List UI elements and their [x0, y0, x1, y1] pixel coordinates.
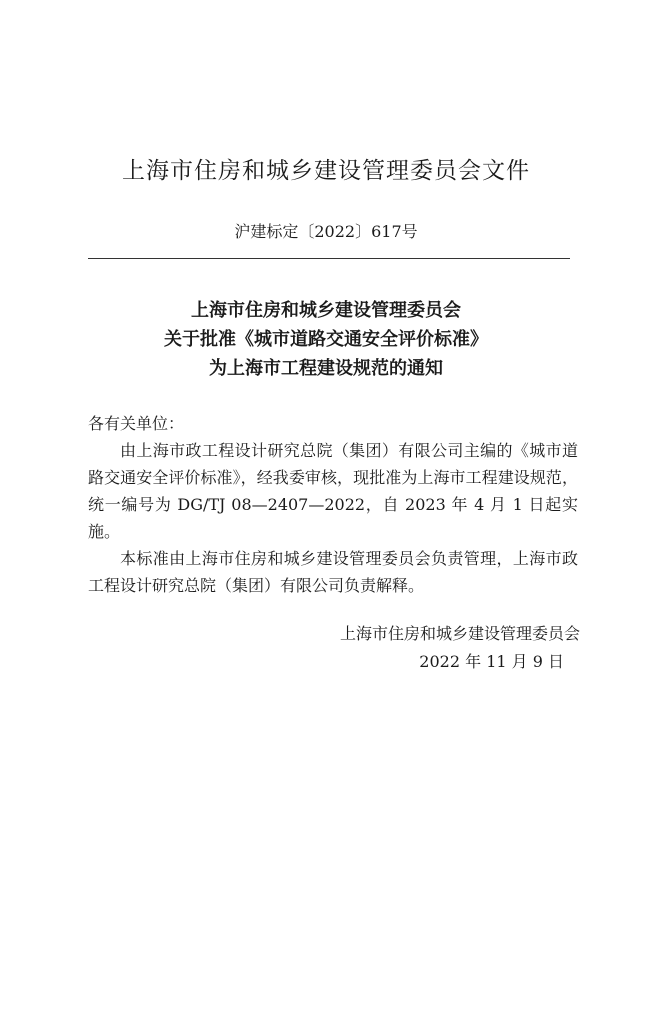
body-paragraph-2: 本标准由上海市住房和城乡建设管理委员会负责管理，上海市政工程设计研究总院（集团）有限公司负责解释。 — [88, 549, 578, 595]
signature-block — [300, 620, 580, 676]
signature-date: 2022 年 11 月 9 日 — [419, 652, 564, 671]
notice-title-line-3: 为上海市工程建设规范的通知 — [209, 358, 443, 379]
signature-organization: 上海市住房和城乡建设管理委员会 — [339, 624, 580, 643]
notice-title-line-1: 上海市住房和城乡建设管理委员会 — [191, 300, 461, 321]
body-paragraph-1: 由上海市政工程设计研究总院（集团）有限公司主编的《城市道路交通安全评价标准》，经我委审核，现批准为上海市工程建设规范，统一编号为 DG/TJ 08—2407—2022，自 2023 年 4 月 1 日起实施。 — [88, 441, 578, 541]
header-separator-line — [88, 258, 570, 259]
notice-body — [88, 410, 578, 599]
salutation: 各有关单位： — [88, 414, 185, 433]
document-number: 沪建标定〔2022〕617号 — [234, 222, 418, 241]
notice-title — [0, 296, 652, 383]
document-header-title: 上海市住房和城乡建设管理委员会文件 — [122, 158, 530, 184]
notice-title-line-2: 关于批准《城市道路交通安全评价标准》 — [164, 329, 488, 350]
